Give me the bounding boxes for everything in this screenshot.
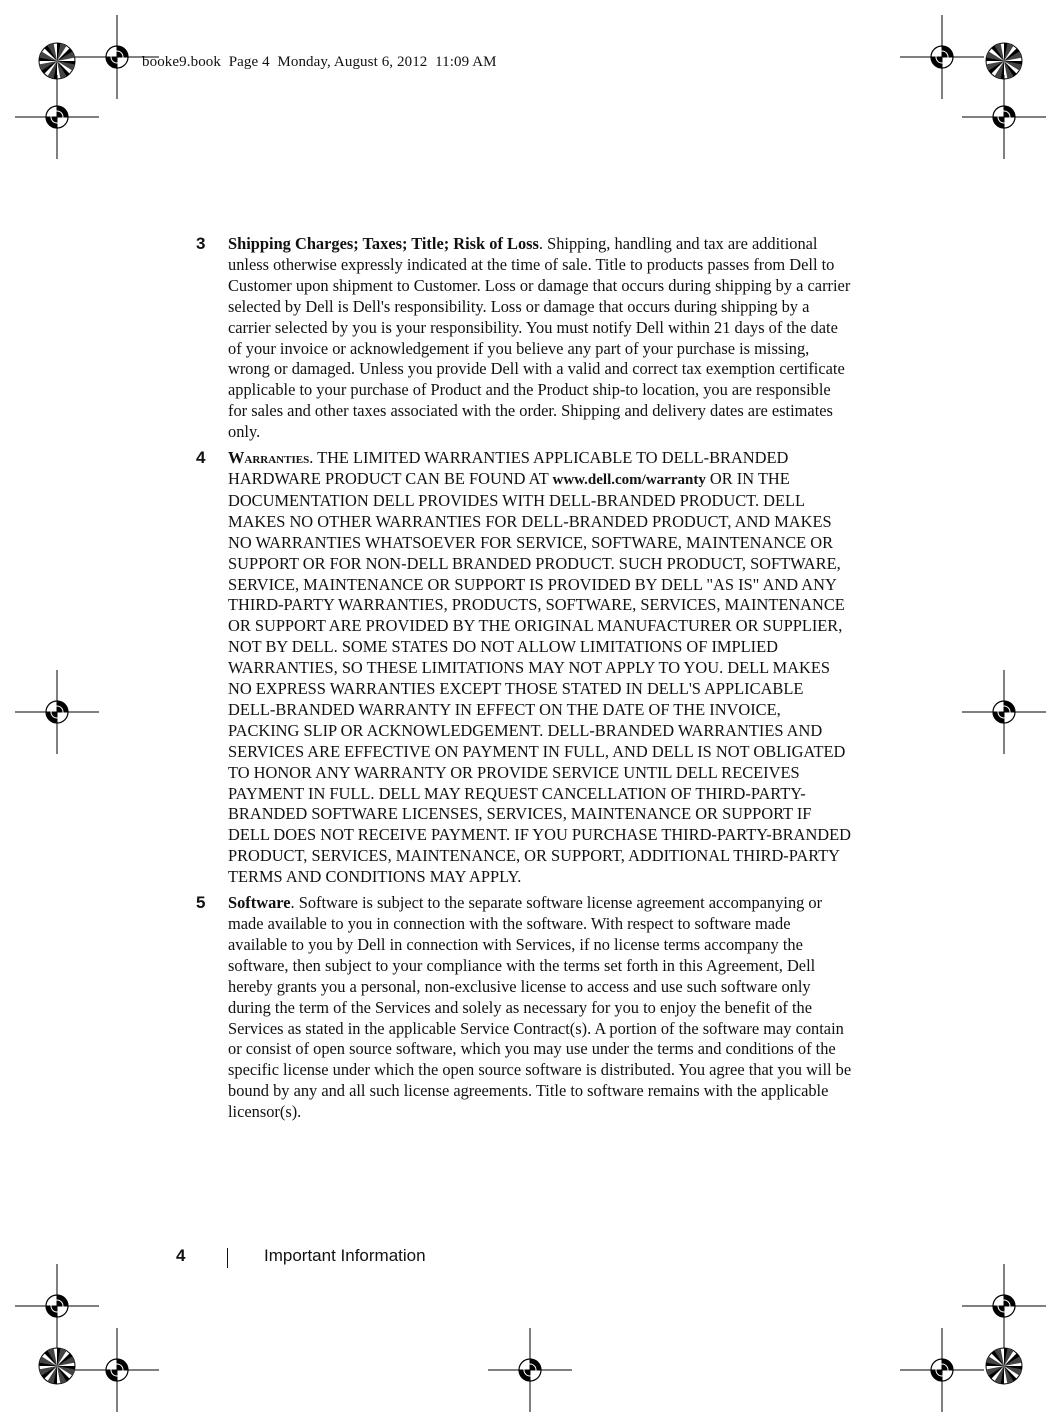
document-body [196, 234, 852, 1123]
print-stamp: booke9.book Page 4 Monday, August 6, 2012 11:09 AM [142, 54, 497, 70]
section-heading: Software [228, 893, 291, 913]
section-number: 3 [196, 234, 206, 253]
warranty-link[interactable]: www.dell.com/warranty [552, 471, 706, 488]
section-text: . Shipping, handling and tax are additional unless otherwise expressly indicated at the time of sale. Title to products passes from Dell to Customer upon shipment to Customer. Loss or damage that occurs during shipping by a carrier selected by Dell is Dell's responsibility. Loss or damage that occurs during shipping by a carrier selected by you is your responsibility. You must notify Dell within 21 days of the date of your invoice or acknowledgement if you believe any part of your purchase is missing, wrong or damaged. Unless you provide Dell with a valid and correct tax exemption certificate applicable to your purchase of Product and the Product ship-to location, you are responsible for sales and other taxes associated with the order. Shipping and delivery dates are estimates only. [228, 234, 851, 442]
footer-title: Important Information [264, 1246, 426, 1265]
section-shipping [196, 234, 852, 443]
section-number: 4 [196, 448, 206, 468]
section-software [196, 893, 852, 1123]
section-text: . Software is subject to the separate software license agreement accompanying or made available to you in connection with the software. With respect to software made available to you by Dell in connection with Services, if no license terms accompany the software, then subject to your compliance with the terms set forth in this Agreement, Dell hereby grants you a personal, non-exclusive license to access and use such software only during the term of the Services and solely as necessary for you to enjoy the benefit of the Services as stated in the applicable Service Contract(s). A portion of the software may contain or consist of open source software, which you may use under the terms and conditions of the specific license under which the open source software is distributed. You agree that you will be bound by any and all such license agreements. Title to software remains with the applicable licensor(s). [228, 893, 852, 1122]
section-heading: Warranties [228, 448, 310, 468]
section-text: . THE LIMITED WARRANTIES APPLICABLE TO DELL-BRANDED HARDWARE PRODUCT CAN BE FOUND AT [228, 448, 789, 488]
section-number: 5 [196, 893, 206, 913]
page-number: 4 [176, 1246, 186, 1265]
section-warranties [196, 448, 852, 888]
section-text: OR IN THE DOCUMENTATION DELL PROVIDES WITH DELL-BRANDED PRODUCT. DELL MAKES NO OTHER WARRANTIES FOR DELL-BRANDED PRODUCT, AND MAKES NO WARRANTIES WHATSOEVER FOR SERVICE, SOFTWARE, MAINTENANCE OR SUPPORT OR FOR NON-DELL BRANDED PRODUCT. SUCH PRODUCT, SOFTWARE, SERVICE, MAINTENANCE OR SUPPORT IS PROVIDED BY DELL "AS IS" AND ANY THIRD-PARTY WARRANTIES, PRODUCTS, SOFTWARE, SERVICES, MAINTENANCE OR SUPPORT ARE PROVIDED BY THE ORIGINAL MANUFACTURER OR SUPPLIER, NOT BY DELL. SOME STATES DO NOT ALLOW LIMITATIONS OF IMPLIED WARRANTIES, SO THESE LIMITATIONS MAY NOT APPLY TO YOU. DELL MAKES NO EXPRESS WARRANTIES EXCEPT THOSE STATED IN DELL'S APPLICABLE DELL-BRANDED WARRANTY IN EFFECT ON THE DATE OF THE INVOICE, PACKING SLIP OR ACKNOWLEDGEMENT. DELL-BRANDED WARRANTIES AND SERVICES ARE EFFECTIVE ON PAYMENT IN FULL, AND DELL IS NOT OBLIGATED TO HONOR ANY WARRANTY OR PROVIDE SERVICE UNTIL DELL RECEIVES PAYMENT IN FULL. DELL MAY REQUEST CANCELLATION OF THIRD-PARTY-BRANDED SOFTWARE LICENSES, SERVICES, MAINTENANCE OR SUPPORT IF DELL DOES NOT RECEIVE PAYMENT. IF YOU PURCHASE THIRD-PARTY-BRANDED PRODUCT, SERVICES, MAINTENANCE, OR SUPPORT, ADDITIONAL THIRD-PARTY TERMS AND CONDITIONS MAY APPLY. [228, 468, 851, 887]
footer-divider [227, 1248, 228, 1268]
section-heading: Shipping Charges; Taxes; Title; Risk of Loss [228, 234, 539, 253]
